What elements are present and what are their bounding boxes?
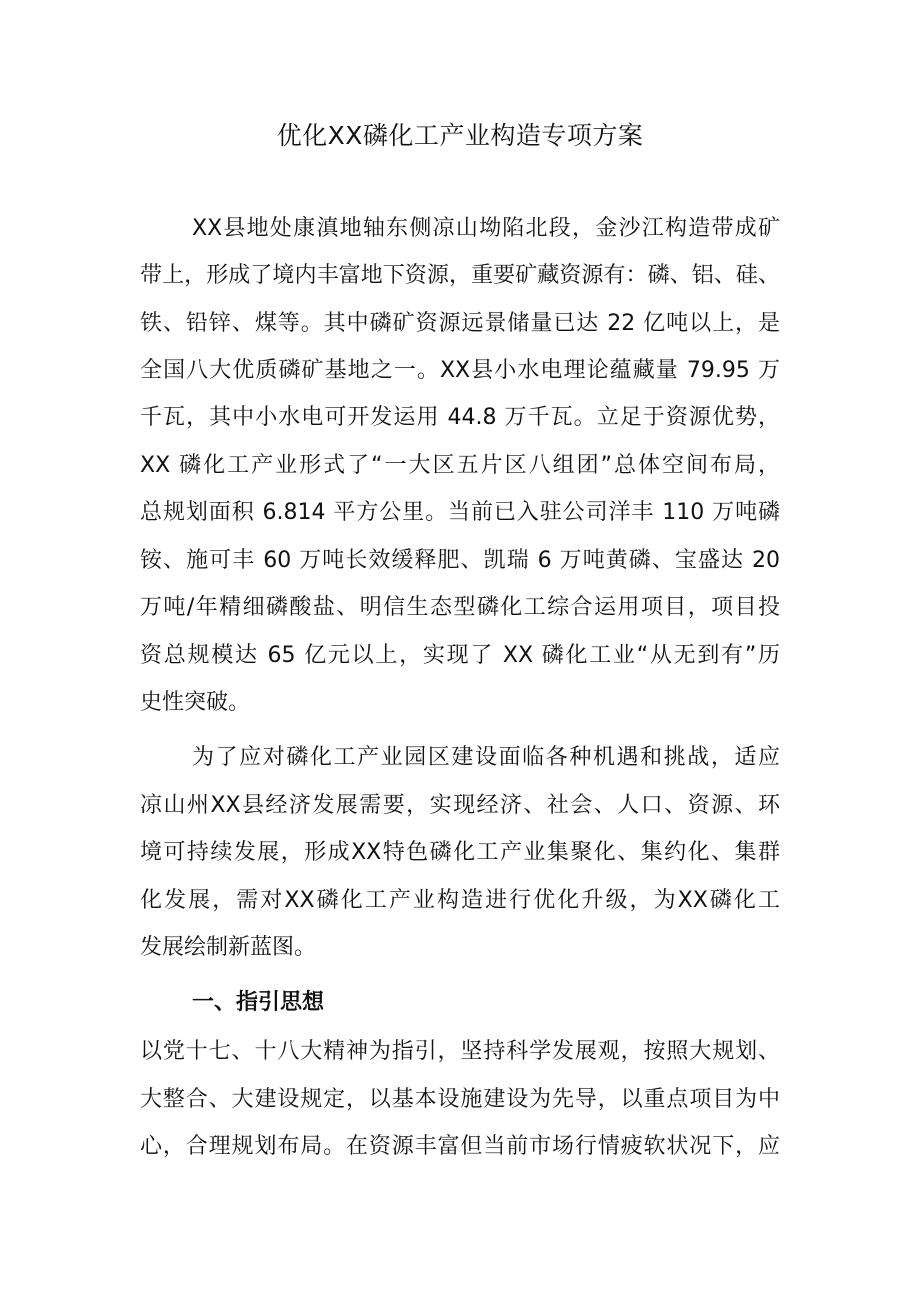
paragraph-1-line: 资总规模达 65 亿元以上，实现了 XX 磷化工业“从无到有”历 — [140, 643, 780, 668]
paragraph-3-line: 大整合、大建设规定，以基本设施建设为先导，以重点项目为中 — [140, 1087, 780, 1112]
paragraph-2-line: 化发展，需对XX磷化工产业构造进行优化升级，为XX磷化工 — [140, 888, 780, 913]
paragraph-1-line: 带上，形成了境内丰富地下资源，重要矿藏资源有：磷、铝、硅、 — [140, 263, 780, 288]
paragraph-1-line: 万吨/年精细磷酸盐、明信生态型磷化工综合运用项目，项目投 — [140, 595, 780, 620]
paragraph-1-line: 史性突破。 — [140, 690, 251, 715]
paragraph-2-line: 境可持续发展，形成XX特色磷化工产业集聚化、集约化、集群 — [140, 840, 780, 865]
paragraph-2-line: 为了应对磷化工产业园区建设面临各种机遇和挑战，适应 — [192, 745, 780, 770]
paragraph-3-line: 心，合理规划布局。在资源丰富但当前市场行情疲软状况下，应 — [140, 1134, 780, 1159]
paragraph-1-line: 千瓦，其中小水电可开发运用 44.8 万千瓦。立足于资源优势， — [140, 405, 780, 430]
paragraph-2-line: 发展绘制新蓝图。 — [140, 935, 317, 960]
paragraph-1-line: XX县地处康滇地轴东侧凉山坳陷北段，金沙江构造带成矿 — [192, 216, 780, 241]
paragraph-2-line: 凉山州XX县经济发展需要，实现经济、社会、人口、资源、环 — [140, 793, 780, 818]
section-heading: 一、指引思想 — [192, 990, 325, 1015]
paragraph-1-line: XX 磷化工产业形式了“一大区五片区八组团”总体空间布局， — [140, 453, 780, 478]
paragraph-3-line: 以党十七、十八大精神为指引，坚持科学发展观，按照大规划、 — [140, 1039, 780, 1064]
paragraph-1-line: 铁、铅锌、煤等。其中磷矿资源远景储量已达 22 亿吨以上，是 — [140, 311, 780, 336]
paragraph-1-line: 全国八大优质磷矿基地之一。XX县小水电理论蕴藏量 79.95 万 — [140, 358, 780, 383]
paragraph-1-line: 铵、施可丰 60 万吨长效缓释肥、凯瑞 6 万吨黄磷、宝盛达 20 — [140, 548, 780, 573]
paragraph-1-line: 总规划面积 6.814 平方公里。当前已入驻公司洋丰 110 万吨磷 — [140, 500, 780, 525]
document-title: 优化XX磷化工产业构造专项方案 — [276, 121, 644, 150]
